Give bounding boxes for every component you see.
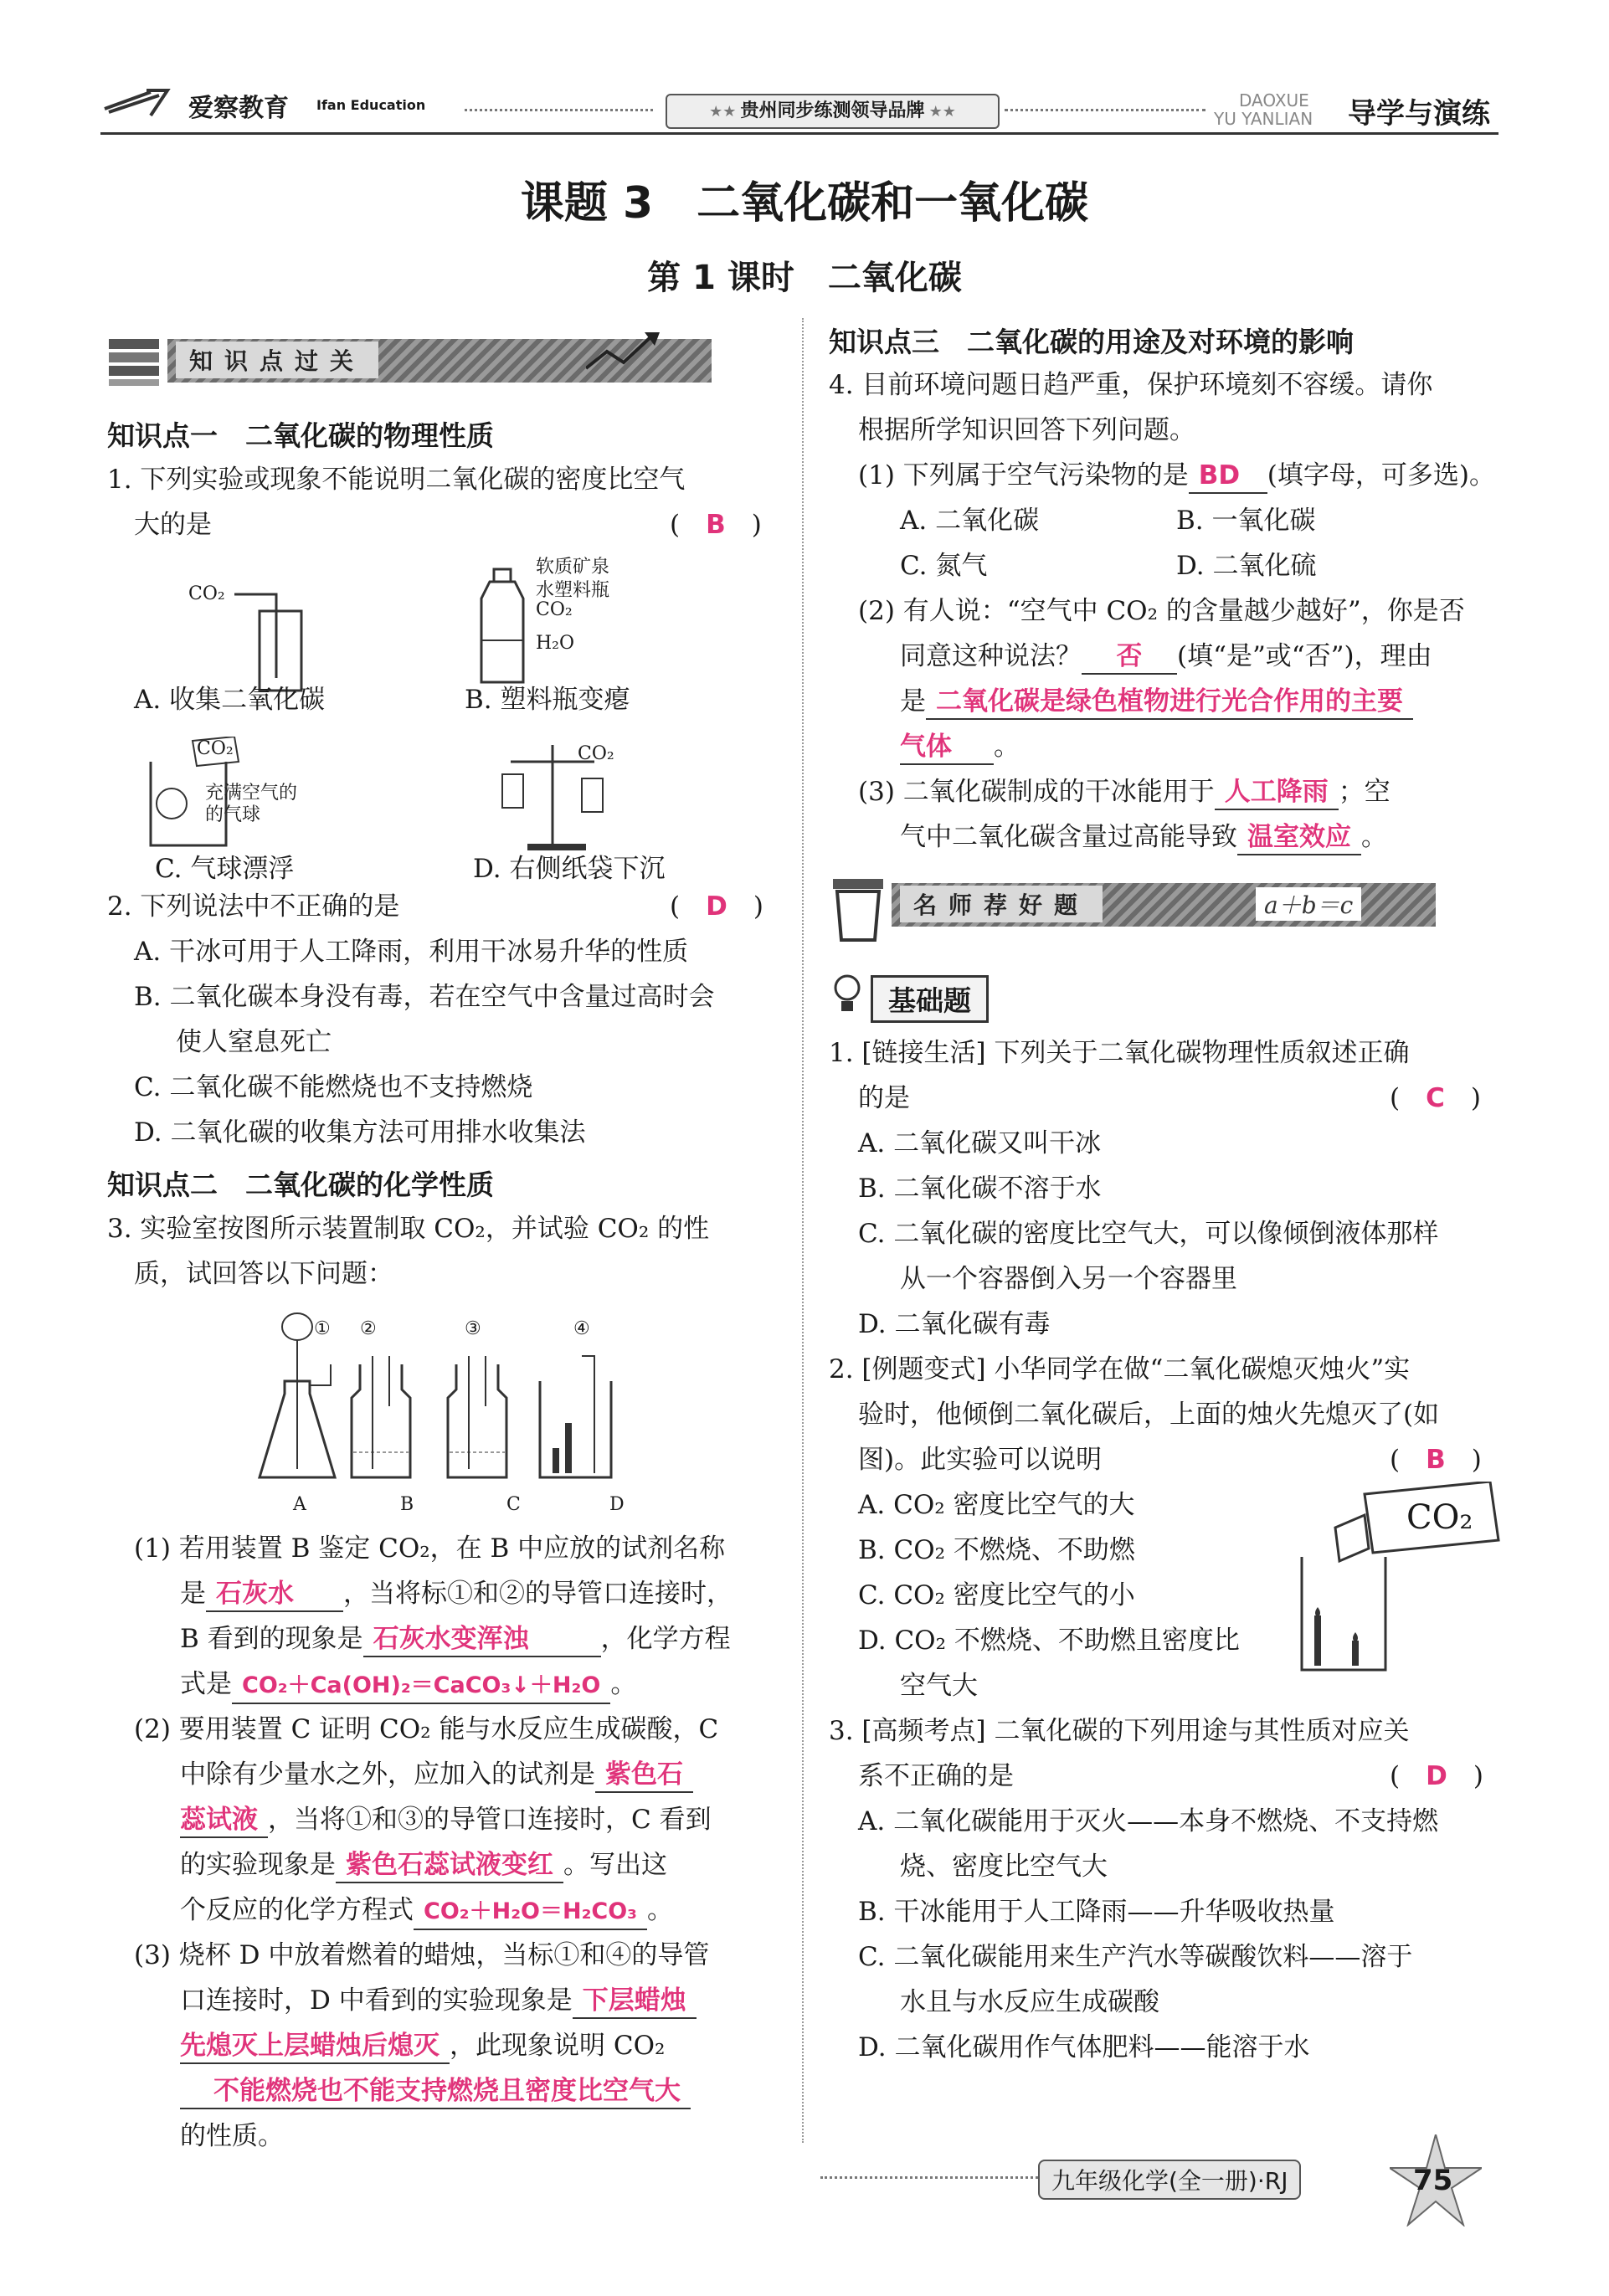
b3-line-1: 3. [高频考点] 二氧化碳的下列用途与其性质对应关 — [829, 1716, 1410, 1746]
teacher-banner-formula: a＋b＝c — [1256, 887, 1361, 921]
header-rule — [100, 132, 1498, 135]
q4-s2c: (填“是”或“否”)，理由 — [1177, 641, 1432, 671]
s3-answer-2: 不能燃烧也不能支持燃烧且密度比空气大 — [180, 2074, 691, 2109]
b1-option-d: D. 二氧化碳有毒 — [858, 1309, 1051, 1339]
s2-line-2 — [180, 1758, 693, 1793]
s2-line-3 — [180, 1803, 712, 1838]
header-dots-right — [1005, 109, 1205, 111]
b2-option-b: B. CO₂ 不燃烧、不助燃 — [858, 1535, 1135, 1565]
b3-line-2: 系不正确的是 — [858, 1761, 1014, 1791]
q3-text-1: 3. 实验室按图所示装置制取 CO₂，并试验 CO₂ 的性 — [107, 1214, 710, 1244]
q4-s1a: (1) 下列属于空气污染物的是 — [858, 460, 1189, 491]
b3-bracket: ( D ) — [1390, 1761, 1483, 1791]
s1-l3a: B 看到的现象是 — [180, 1624, 363, 1654]
s2-l5b: 。 — [646, 1895, 673, 1925]
teacher-banner-label: 名师荐好题 — [900, 886, 1103, 922]
q4-s3c: 气中二氧化碳含量过高能导致 — [900, 822, 1237, 852]
q4-s3d: 。 — [1361, 822, 1387, 852]
s1-l2a: 是 — [180, 1579, 206, 1609]
q2-option-b-2: 使人窒息死亡 — [176, 1027, 332, 1057]
q4-s1b: (填字母，可多选)。 — [1267, 460, 1495, 491]
s3-line-5: 的性质。 — [180, 2121, 284, 2151]
q1-option-b: B. 塑料瓶变瘪 — [465, 685, 630, 715]
b2-option-d-1: D. CO₂ 不燃烧、不助燃且密度比 — [858, 1626, 1240, 1656]
brand-logo-icon — [100, 84, 176, 117]
kp1-heading: 知识点一 二氧化碳的物理性质 — [107, 419, 494, 452]
s2-answer-1a: 紫色石 — [595, 1758, 693, 1793]
s1-line-4 — [180, 1667, 636, 1704]
slogan-box — [666, 94, 1000, 129]
q2-option-a: A. 干冰可用于人工降雨，利用干冰易升华的性质 — [134, 937, 689, 967]
b2-figure — [1289, 1482, 1507, 1674]
q4-option-b: B. 一氧化碳 — [1176, 506, 1316, 536]
b2-line-1: 2. [例题变式] 小华同学在做“二氧化碳熄灭烛火”实 — [829, 1354, 1411, 1384]
q4-s2-answer-1: 否 — [1082, 639, 1177, 675]
q1-answer: B — [706, 510, 726, 540]
b2-bracket: ( B ) — [1390, 1445, 1482, 1475]
kp3-heading: 知识点三 二氧化碳的用途及对环境的影响 — [829, 326, 1354, 358]
q1-fig-c-label-3: 的气球 — [205, 804, 261, 825]
b3-option-a-1: A. 二氧化碳能用于灭火——本身不燃烧、不支持燃 — [858, 1806, 1439, 1836]
q4-line-2: 根据所学知识回答下列问题。 — [858, 415, 1195, 445]
q4-sub3-line-2 — [900, 820, 1387, 855]
basic-label: 基础题 — [871, 975, 989, 1023]
q4-option-c: C. 氮气 — [900, 551, 988, 581]
b2-option-a: A. CO₂ 密度比空气的大 — [858, 1490, 1135, 1520]
q4-s3-answer-1: 人工降雨 — [1215, 775, 1339, 810]
b2-line-3: 图)。此实验可以说明 — [858, 1445, 1103, 1475]
q4-sub1 — [858, 459, 1495, 494]
q1-fig-b — [477, 561, 536, 686]
s2-l4b: 。写出这 — [563, 1850, 667, 1880]
q1-fig-b-label-2: 水塑料瓶 — [536, 580, 610, 601]
fig-label-b: B — [400, 1494, 414, 1515]
slogan-stars-right: ★★ — [928, 103, 956, 121]
q4-sub3-line-1 — [858, 775, 1391, 810]
q4-s2-answer-2b: 气体 — [900, 730, 994, 765]
s2-answer-1b: 蕊试液 — [180, 1803, 268, 1838]
b3-option-b: B. 干冰能用于人工降雨——升华吸收热量 — [858, 1897, 1335, 1927]
q1-option-a: A. 收集二氧化碳 — [134, 685, 326, 715]
s1-line-2 — [180, 1577, 733, 1612]
s2-l5a: 个反应的化学方程式 — [180, 1895, 414, 1925]
q4-option-d: D. 二氧化硫 — [1176, 551, 1317, 581]
page-number: 75 — [1413, 2164, 1453, 2197]
q1-text-2: 大的是 — [134, 510, 212, 540]
s3-answer-1b: 先熄灭上层蜡烛后熄灭 — [180, 2029, 450, 2064]
b1-answer: C — [1426, 1083, 1445, 1113]
brand-name-en: Ifan Education — [316, 97, 426, 113]
b1-line-1: 1. [链接生活] 下列关于二氧化碳物理性质叙述正确 — [829, 1038, 1410, 1068]
s2-line-5 — [180, 1893, 673, 1930]
s2-l4a: 的实验现象是 — [180, 1850, 336, 1880]
q1-text-1: 1. 下列实验或现象不能说明二氧化碳的密度比空气 — [107, 465, 686, 495]
q4-sub2-line-4 — [900, 730, 1020, 765]
b1-option-c-1: C. 二氧化碳的密度比空气大，可以像倾倒液体那样 — [858, 1219, 1439, 1249]
header-pinyin-2: YU YANLIAN — [1214, 109, 1313, 129]
q1-fig-a-label: CO₂ — [188, 583, 225, 604]
knowledge-banner-label: 知识点过关 — [176, 342, 378, 378]
q4-s2e: 。 — [994, 732, 1020, 762]
s3-line-3 — [180, 2029, 665, 2064]
s2-line-1: (2) 要用装置 C 证明 CO₂ 能与水反应生成碳酸，C — [134, 1714, 719, 1744]
q1-option-d: D. 右侧纸袋下沉 — [473, 854, 666, 884]
fig-num-4: ④ — [573, 1318, 590, 1339]
q2-text: 2. 下列说法中不正确的是 — [107, 891, 400, 922]
header-pinyin-1: DAOXUE — [1239, 90, 1309, 110]
s1-l4a: 式是 — [180, 1669, 232, 1699]
book-stack-icon — [105, 331, 163, 389]
footer-dots — [820, 2176, 1038, 2179]
s3-l2a: 口连接时，D 中看到的实验现象是 — [180, 1985, 573, 2016]
s1-line-1: (1) 若用装置 B 鉴定 CO₂，在 B 中应放的试剂名称 — [134, 1533, 726, 1564]
b1-option-c-2: 从一个容器倒入另一个容器里 — [900, 1264, 1237, 1294]
s2-answer-2: 紫色石蕊试液变红 — [336, 1848, 563, 1883]
q4-line-1: 4. 目前环境问题日趋严重，保护环境刻不容缓。请你 — [829, 370, 1433, 400]
q2-bracket: ( D ) — [670, 891, 763, 922]
s1-l4b: 。 — [610, 1669, 637, 1699]
footer-book: 九年级化学(全一册)·RJ — [1038, 2160, 1301, 2200]
s2-line-4 — [180, 1848, 667, 1883]
q1-fig-c-label-1: CO₂ — [197, 738, 234, 759]
b2-answer: B — [1426, 1445, 1446, 1475]
s3-l3b: ，此现象说明 CO₂ — [450, 2031, 666, 2061]
b2-option-c: C. CO₂ 密度比空气的小 — [858, 1580, 1135, 1610]
q4-sub2-line-1: (2) 有人说：“空气中 CO₂ 的含量越少越好”，你是否 — [858, 596, 1465, 626]
s1-l3b: ，化学方程 — [600, 1624, 731, 1654]
b3-option-c-1: C. 二氧化碳能用来生产汽水等碳酸饮料——溶于 — [858, 1942, 1413, 1972]
b3-option-a-2: 烧、密度比空气大 — [900, 1852, 1108, 1882]
q3-apparatus-figure — [251, 1306, 653, 1507]
q4-s1-answer: BD — [1189, 459, 1267, 494]
series-name: 导学与演练 — [1348, 97, 1490, 131]
q3-text-2: 质，试回答以下问题： — [134, 1259, 393, 1289]
q1-bracket: ( B ) — [670, 510, 762, 540]
q2-answer: D — [706, 891, 727, 922]
fig-label-a: A — [293, 1494, 306, 1515]
q4-s3-answer-2: 温室效应 — [1237, 820, 1361, 855]
s2-answer-3: CO₂＋H₂O＝H₂CO₃ — [414, 1895, 647, 1930]
q1-fig-b-label-1: 软质矿泉 — [536, 557, 610, 578]
fig-label-c: C — [506, 1494, 521, 1515]
s3-line-2 — [180, 1984, 697, 2019]
s3-answer-1a: 下层蜡烛 — [573, 1984, 697, 2019]
b1-option-b: B. 二氧化碳不溶于水 — [858, 1174, 1102, 1204]
q2-option-c: C. 二氧化碳不能燃烧也不支持燃烧 — [134, 1072, 533, 1102]
b3-option-c-2: 水且与水反应生成碳酸 — [900, 1987, 1159, 2017]
b1-bracket: ( C ) — [1390, 1083, 1481, 1113]
s1-l2b: ，当将标①和②的导管口连接时， — [343, 1579, 733, 1609]
b1-line-2: 的是 — [858, 1083, 910, 1113]
s3-line-1: (3) 烧杯 D 中放着燃着的蜡烛，当标①和④的导管 — [134, 1940, 710, 1970]
q1-fig-c-label-2: 充满空气的 — [205, 783, 298, 804]
slogan-stars-left: ★★ — [709, 103, 737, 121]
s1-answer-3: CO₂＋Ca(OH)₂＝CaCO₃↓＋H₂O — [232, 1669, 610, 1704]
b2-option-d-2: 空气大 — [900, 1671, 978, 1701]
fig-num-1: ① — [314, 1318, 331, 1339]
trend-arrow-icon — [586, 331, 661, 372]
s1-answer-1: 石灰水 — [206, 1577, 343, 1612]
b3-answer: D — [1426, 1761, 1447, 1791]
header-dots-left — [465, 109, 653, 111]
q4-s3a: (3) 二氧化碳制成的干冰能用于 — [858, 777, 1215, 807]
slogan: 贵州同步练测领导品牌 — [740, 100, 925, 121]
s2-l2a: 中除有少量水之外，应加入的试剂是 — [180, 1759, 595, 1790]
s2-l3b: ，当将①和③的导管口连接时，C 看到 — [268, 1805, 712, 1835]
trash-bin-icon — [829, 875, 887, 942]
q1-option-c: C. 气球漂浮 — [155, 854, 295, 884]
q1-fig-b-label-4: H₂O — [536, 633, 575, 654]
q1-fig-b-label-3: CO₂ — [536, 599, 573, 620]
lightbulb-icon — [829, 971, 866, 1017]
page-subtitle: 第 1 课时 二氧化碳 — [647, 259, 962, 297]
b1-option-a: A. 二氧化碳又叫干冰 — [858, 1128, 1102, 1158]
b3-option-d: D. 二氧化碳用作气体肥料——能溶于水 — [858, 2032, 1310, 2062]
q4-sub2-line-2 — [900, 639, 1432, 675]
brand-name: 爱察教育 — [188, 94, 289, 123]
q4-s2d: 是 — [900, 686, 926, 717]
page-title: 课题 3 二氧化碳和一氧化碳 — [520, 178, 1089, 229]
column-divider — [802, 318, 804, 2143]
q1-fig-d-label: CO₂ — [578, 743, 614, 764]
fig-num-2: ② — [360, 1318, 377, 1339]
b2-line-2: 验时，他倾倒二氧化碳后，上面的烛火先熄灭了(如 — [858, 1400, 1440, 1430]
s3-line-4 — [180, 2074, 691, 2109]
kp2-heading: 知识点二 二氧化碳的化学性质 — [107, 1169, 494, 1201]
q4-option-a: A. 二氧化碳 — [900, 506, 1040, 536]
q2-option-b-1: B. 二氧化碳本身没有毒，若在空气中含量过高时会 — [134, 982, 715, 1012]
q4-sub2-line-3 — [900, 685, 1413, 720]
b2-figure-label: CO₂ — [1406, 1498, 1473, 1537]
fig-num-3: ③ — [465, 1318, 481, 1339]
q2-option-d: D. 二氧化碳的收集方法可用排水收集法 — [134, 1117, 586, 1148]
s1-answer-2: 石灰水变浑浊 — [363, 1622, 601, 1657]
fig-label-d: D — [609, 1494, 625, 1515]
q4-s2b: 同意这种说法？ — [900, 641, 1082, 671]
q4-s3b: ；空 — [1338, 777, 1391, 807]
s1-line-3 — [180, 1622, 731, 1657]
q4-s2-answer-2a: 二氧化碳是绿色植物进行光合作用的主要 — [926, 685, 1413, 720]
